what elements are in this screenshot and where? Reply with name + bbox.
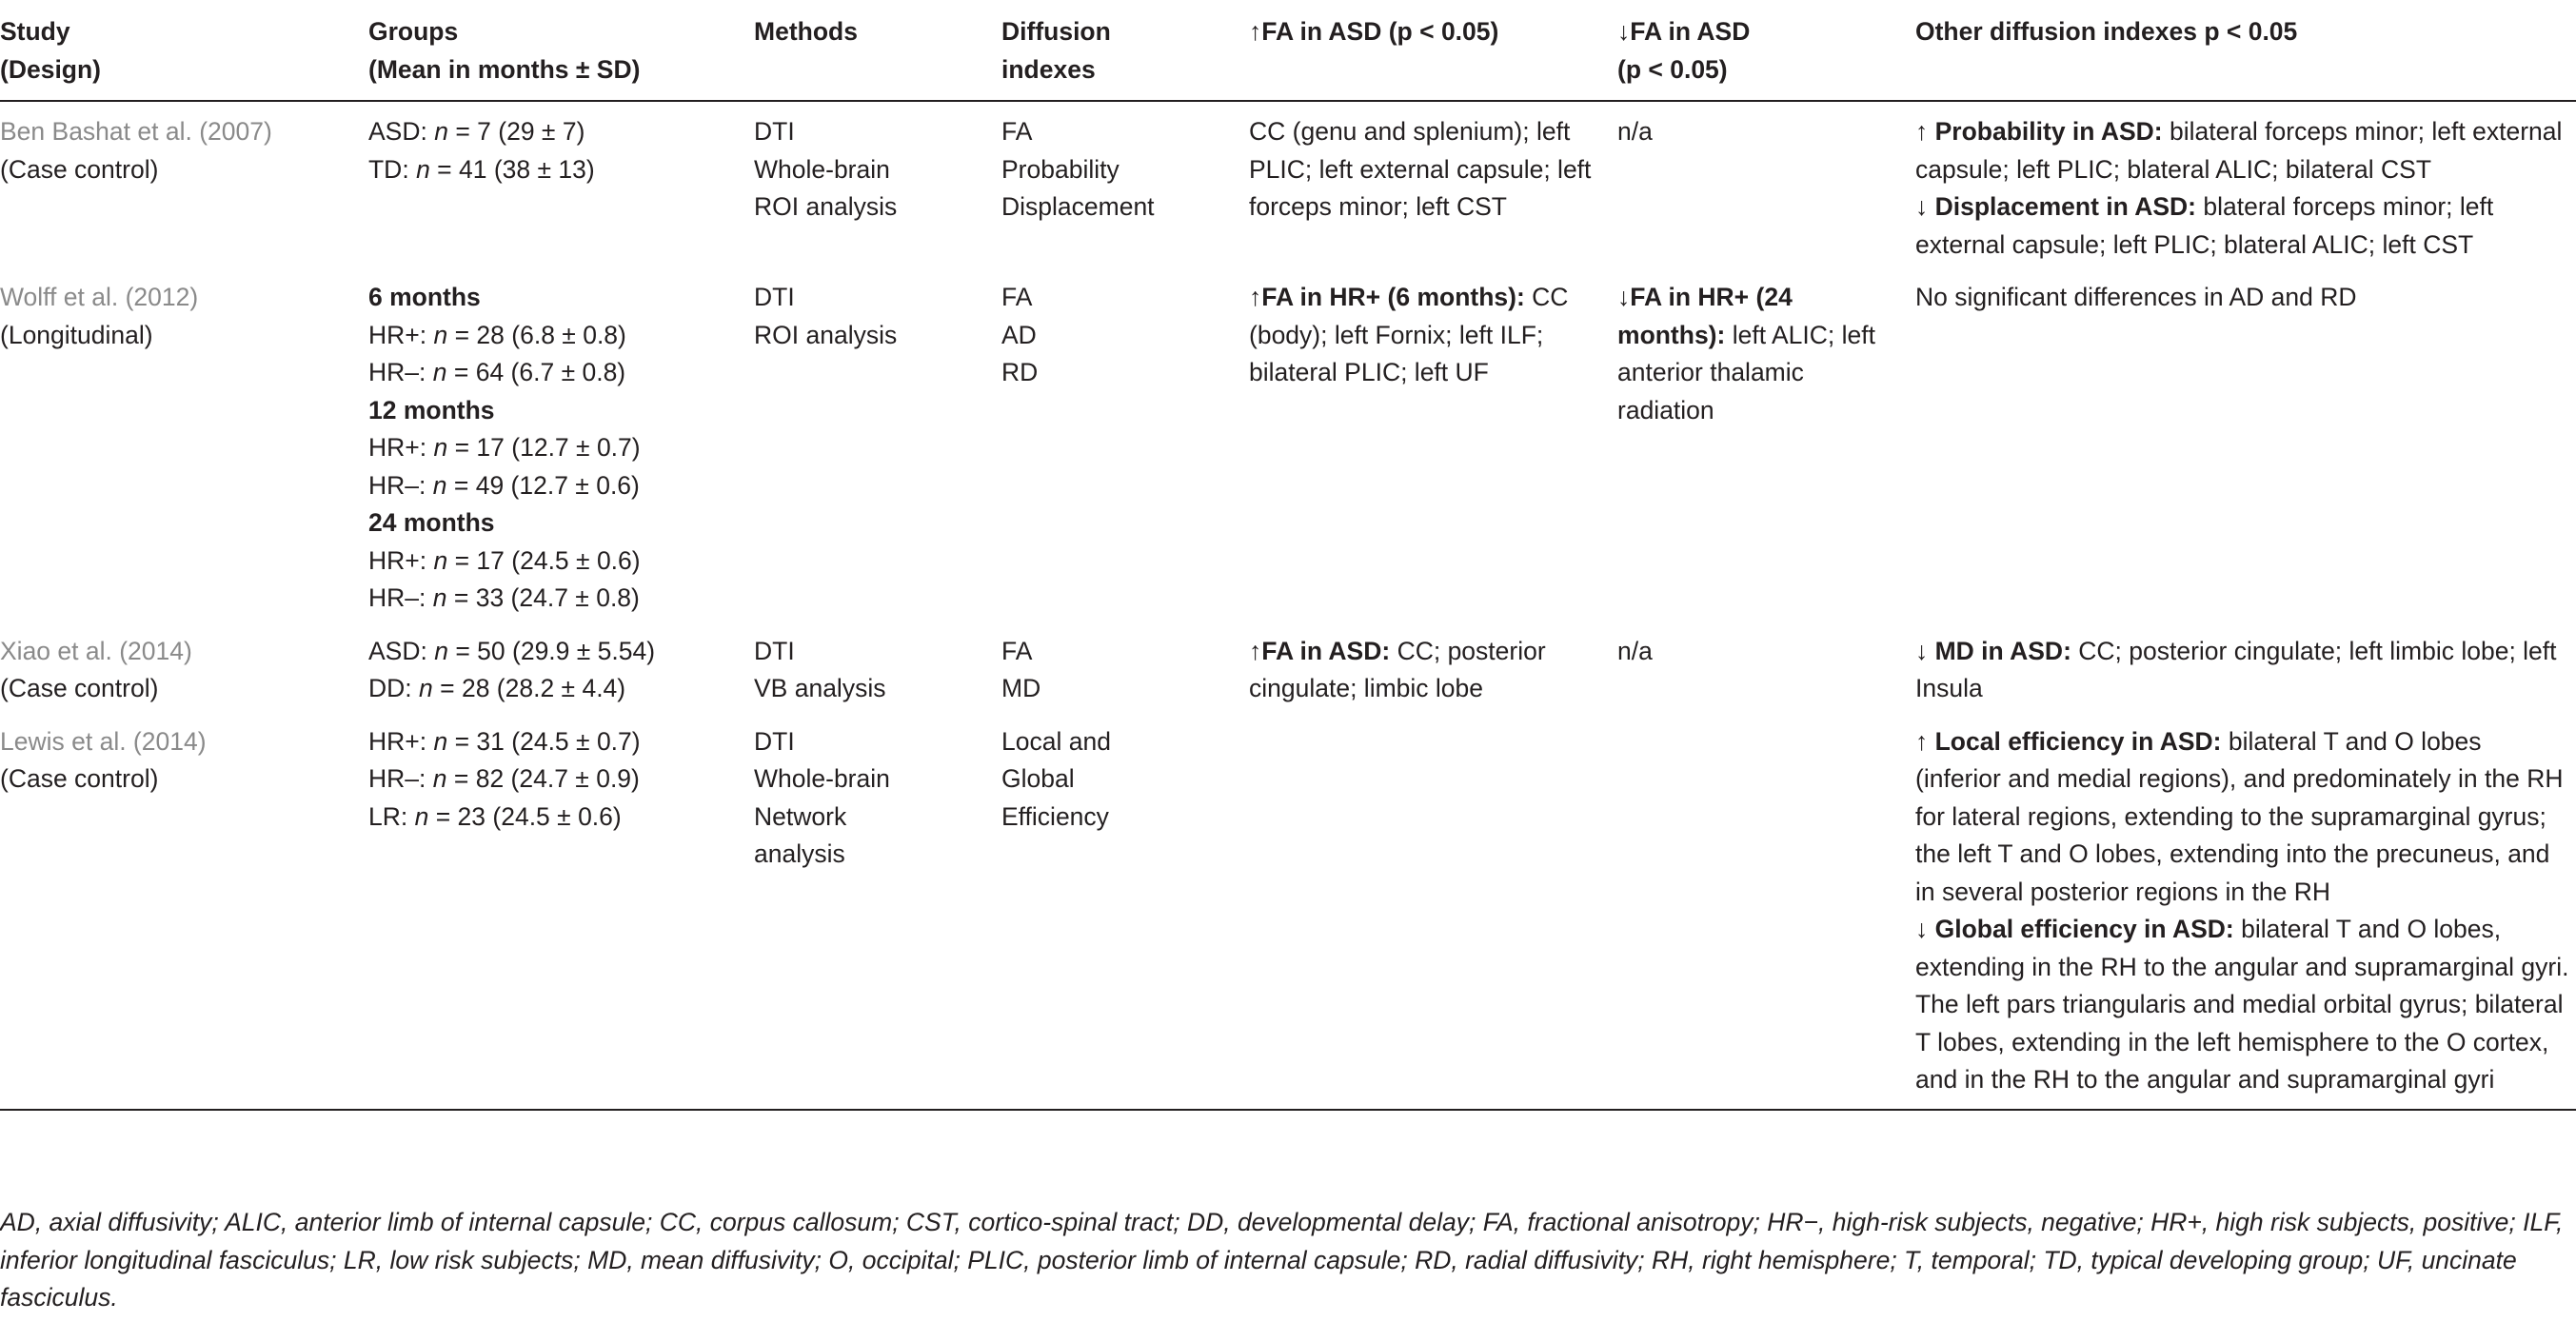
index-line: FA	[1001, 636, 1033, 665]
finding-heading: ↑FA in HR+ (6 months):	[1249, 283, 1525, 311]
group-label: ASD:	[368, 117, 435, 146]
group-values: = 33 (24.7 ± 0.8)	[446, 583, 640, 612]
other-finding	[1915, 113, 2576, 188]
group-n: n	[433, 320, 448, 349]
group-label: LR:	[368, 801, 415, 831]
fa-increase-cell	[1249, 625, 1617, 716]
group-line	[368, 723, 754, 761]
method-line: VB analysis	[754, 674, 886, 702]
other-finding-heading: ↓ Global efficiency in ASD:	[1915, 915, 2234, 943]
other-indexes-cell	[1915, 716, 2576, 1110]
study-close: )	[197, 726, 207, 756]
other-finding-heading: ↓ MD in ASD:	[1915, 636, 2071, 665]
study-author: Ben Bashat et al. (	[0, 117, 208, 146]
finding-detail: n/a	[1617, 636, 1653, 665]
fa-increase-cell	[1249, 101, 1617, 271]
other-indexes-cell	[1915, 101, 2576, 271]
group-n: n	[416, 154, 430, 184]
study-close: )	[184, 636, 192, 665]
study-citation	[0, 113, 368, 151]
group-values: = 17 (24.5 ± 0.6)	[447, 545, 641, 575]
other-finding	[1915, 188, 2576, 264]
group-label: HR–:	[368, 470, 433, 500]
fa-decrease-cell	[1617, 716, 1915, 1110]
group-line	[368, 580, 754, 618]
study-design: (Case control)	[0, 154, 159, 184]
group-values: = 82 (24.7 ± 0.9)	[446, 764, 640, 793]
group-n: n	[433, 433, 448, 462]
column-header-line: Groups	[368, 17, 459, 46]
group-label: HR+:	[368, 433, 434, 462]
study-cell	[0, 101, 368, 271]
other-finding-detail: bilateral T and O lobes, extending in the RH to the angular and supramarginal gyri. The left pars triangularis and medial orbital gyrus; bilateral T lobes, extending in the left hemisphere to the O cortex, and in the RH to the angular and supramarginal gyri	[1915, 915, 2569, 1094]
index-line: MD	[1001, 674, 1041, 702]
column-header-line: (Design)	[0, 54, 101, 84]
groups-cell	[368, 625, 754, 716]
index-line: Global	[1001, 764, 1075, 793]
table-footnote: AD, axial diffusivity; ALIC, anterior limb of internal capsule; CC, corpus callosum; CST, cortico-spinal tract; DD, developmental delay; FA, fractional anisotropy; HR−, high-risk subjects, negative; HR+, high risk subjects, positive; ILF, inferior longitudinal fasciculus; LR, low risk subjects; MD, mean diffusivity; O, occipital; PLIC, posterior limb of internal capsule; RD, radial diffusivity; RH, right hemisphere; T, temporal; TD, typical developing group; UF, uncinate fasciculus.	[0, 1208, 2564, 1312]
column-header-line: Diffusion	[1001, 17, 1111, 46]
indexes-cell	[1001, 625, 1249, 716]
group-values: = 31 (24.5 ± 0.7)	[447, 726, 641, 756]
finding-heading: ↑FA in ASD:	[1249, 636, 1391, 665]
study-design: (Case control)	[0, 674, 159, 702]
group-label: TD:	[368, 154, 417, 184]
table-row	[0, 101, 2576, 271]
study-cell	[0, 271, 368, 625]
group-line	[368, 670, 754, 708]
indexes-cell	[1001, 101, 1249, 271]
other-finding-detail: bilateral T and O lobes (inferior and medial regions), and predominately in the RH for lateral regions, extending to the supramarginal gyrus; the left T and O lobes, extending into the precuneus, and in several posterior regions in the RH	[1915, 726, 2564, 906]
method-line: DTI	[754, 636, 795, 665]
index-line: Local and	[1001, 726, 1111, 756]
group-values: = 41 (38 ± 13)	[429, 154, 595, 184]
group-label: HR–:	[368, 358, 433, 386]
column-header	[1249, 0, 1617, 101]
method-line: ROI analysis	[754, 192, 898, 221]
finding-detail: CC (body); left Fornix; left ILF; bilateral PLIC; left UF	[1249, 283, 1569, 386]
indexes-cell	[1001, 716, 1249, 1110]
finding-text	[1617, 113, 1915, 151]
table-row	[0, 716, 2576, 1110]
group-label: HR–:	[368, 764, 433, 793]
other-finding-heading: ↓ Displacement in ASD:	[1915, 192, 2196, 221]
group-line	[368, 317, 754, 355]
table-row	[0, 271, 2576, 625]
other-finding	[1915, 279, 2576, 317]
index-line: FA	[1001, 283, 1033, 311]
column-header	[754, 0, 1001, 101]
group-n: n	[434, 636, 448, 665]
group-values: = 28 (6.8 ± 0.8)	[447, 320, 626, 349]
study-cell	[0, 716, 368, 1110]
finding-detail: left ALIC; left anterior thalamic radiation	[1617, 320, 1875, 424]
method-line: DTI	[754, 283, 795, 311]
index-line: Displacement	[1001, 192, 1155, 221]
header-row	[0, 0, 2576, 101]
group-label: HR+:	[368, 545, 434, 575]
column-header-line: Methods	[754, 17, 858, 46]
group-line	[368, 633, 754, 671]
fa-decrease-cell	[1617, 271, 1915, 625]
column-header	[1001, 0, 1249, 101]
study-year: 2014	[141, 726, 198, 756]
finding-text	[1617, 633, 1915, 671]
other-finding-detail: blateral forceps minor; left external capsule; left PLIC; blateral ALIC; left CST	[1915, 192, 2494, 259]
groups-cell	[368, 716, 754, 1110]
timepoint-heading: 24 months	[368, 508, 495, 537]
other-finding	[1915, 633, 2576, 708]
study-citation	[0, 723, 368, 761]
group-line	[368, 760, 754, 799]
group-line	[368, 429, 754, 467]
methods-cell	[754, 101, 1001, 271]
finding-text	[1249, 633, 1617, 708]
study-citation	[0, 633, 368, 671]
methods-cell	[754, 716, 1001, 1110]
finding-text	[1249, 113, 1617, 227]
method-line: ROI analysis	[754, 320, 898, 349]
group-line	[368, 799, 754, 837]
study-citation	[0, 279, 368, 317]
table-row	[0, 625, 2576, 716]
index-line: RD	[1001, 358, 1039, 386]
group-n: n	[433, 726, 448, 756]
other-indexes-cell	[1915, 625, 2576, 716]
method-line: analysis	[754, 839, 845, 868]
timepoint-heading: 12 months	[368, 395, 495, 424]
study-author: Wolff et al. (	[0, 283, 134, 311]
method-line: Network	[754, 801, 847, 831]
finding-heading: ↓FA in HR+ (24 months):	[1617, 283, 1793, 349]
finding-text	[1617, 279, 1915, 429]
finding-text	[1249, 279, 1617, 392]
column-header-line: (Mean in months ± SD)	[368, 54, 641, 84]
group-values: = 23 (24.5 ± 0.6)	[428, 801, 622, 831]
other-indexes-cell	[1915, 271, 2576, 625]
group-n: n	[432, 470, 447, 500]
study-year: 2014	[128, 636, 184, 665]
index-line: FA	[1001, 117, 1033, 146]
study-year: 2007	[208, 117, 264, 146]
study-author: Xiao et al. (	[0, 636, 129, 665]
study-cell	[0, 625, 368, 716]
group-label: DD:	[368, 674, 419, 702]
column-header-line: ↑FA in ASD (p < 0.05)	[1249, 17, 1499, 46]
index-line: Probability	[1001, 154, 1120, 184]
other-finding-heading: ↑ Probability in ASD:	[1915, 117, 2163, 146]
study-close: )	[263, 117, 272, 146]
index-line: Efficiency	[1001, 801, 1109, 831]
group-values: = 64 (6.7 ± 0.8)	[446, 358, 626, 386]
other-finding	[1915, 911, 2576, 1099]
group-label: HR–:	[368, 583, 433, 612]
index-line: AD	[1001, 320, 1037, 349]
table-header	[0, 0, 2576, 101]
groups-cell	[368, 271, 754, 625]
group-n: n	[432, 764, 447, 793]
other-finding-detail: CC; posterior cingulate; left limbic lobe; left Insula	[1915, 636, 2557, 702]
group-label: ASD:	[368, 636, 435, 665]
study-close: )	[189, 283, 199, 311]
column-header-line: ↓FA in ASD	[1617, 17, 1751, 46]
group-n: n	[414, 801, 429, 831]
finding-detail: CC; posterior cingulate; limbic lobe	[1249, 636, 1546, 702]
other-finding-detail: No significant differences in AD and RD	[1915, 283, 2357, 311]
study-author: Lewis et al. (	[0, 726, 142, 756]
group-values: = 50 (29.9 ± 5.54)	[447, 636, 656, 665]
other-finding	[1915, 723, 2576, 912]
group-line	[368, 543, 754, 581]
group-values: = 17 (12.7 ± 0.7)	[447, 433, 641, 462]
fa-decrease-cell	[1617, 101, 1915, 271]
group-n: n	[419, 674, 433, 702]
fa-decrease-cell	[1617, 625, 1915, 716]
fa-increase-cell	[1249, 716, 1617, 1110]
methods-cell	[754, 625, 1001, 716]
group-n: n	[432, 358, 447, 386]
group-n: n	[432, 583, 447, 612]
method-line: Whole-brain	[754, 154, 890, 184]
group-values: = 49 (12.7 ± 0.6)	[446, 470, 640, 500]
group-line	[368, 354, 754, 392]
study-design: (Case control)	[0, 764, 159, 793]
finding-detail: n/a	[1617, 117, 1653, 146]
finding-detail: CC (genu and splenium); left PLIC; left external capsule; left forceps minor; left CST	[1249, 117, 1592, 221]
group-n: n	[434, 117, 448, 146]
method-line: DTI	[754, 117, 795, 146]
timepoint-heading: 6 months	[368, 283, 481, 311]
column-header-line: (p < 0.05)	[1617, 54, 1728, 84]
method-line: Whole-brain	[754, 764, 890, 793]
group-line	[368, 113, 754, 151]
method-line: DTI	[754, 726, 795, 756]
column-header-line: Study	[0, 17, 70, 46]
table-body	[0, 101, 2576, 1110]
column-header-line: Other diffusion indexes p < 0.05	[1915, 17, 2298, 46]
indexes-cell	[1001, 271, 1249, 625]
group-line	[368, 151, 754, 189]
study-design: (Longitudinal)	[0, 320, 153, 349]
group-values: = 28 (28.2 ± 4.4)	[432, 674, 626, 702]
column-header	[0, 0, 368, 101]
column-header	[368, 0, 754, 101]
study-year: 2012	[133, 283, 190, 311]
group-values: = 7 (29 ± 7)	[447, 117, 585, 146]
group-label: HR+:	[368, 726, 434, 756]
column-header-line: indexes	[1001, 54, 1096, 84]
other-finding-detail: bilateral forceps minor; left external capsule; left PLIC; blateral ALIC; bilateral CST	[1915, 117, 2563, 184]
methods-cell	[754, 271, 1001, 625]
group-line	[368, 467, 754, 505]
group-label: HR+:	[368, 320, 434, 349]
other-finding-heading: ↑ Local efficiency in ASD:	[1915, 726, 2222, 756]
group-n: n	[433, 545, 448, 575]
column-header	[1617, 0, 1915, 101]
fa-increase-cell	[1249, 271, 1617, 625]
groups-cell	[368, 101, 754, 271]
column-header	[1915, 0, 2576, 101]
